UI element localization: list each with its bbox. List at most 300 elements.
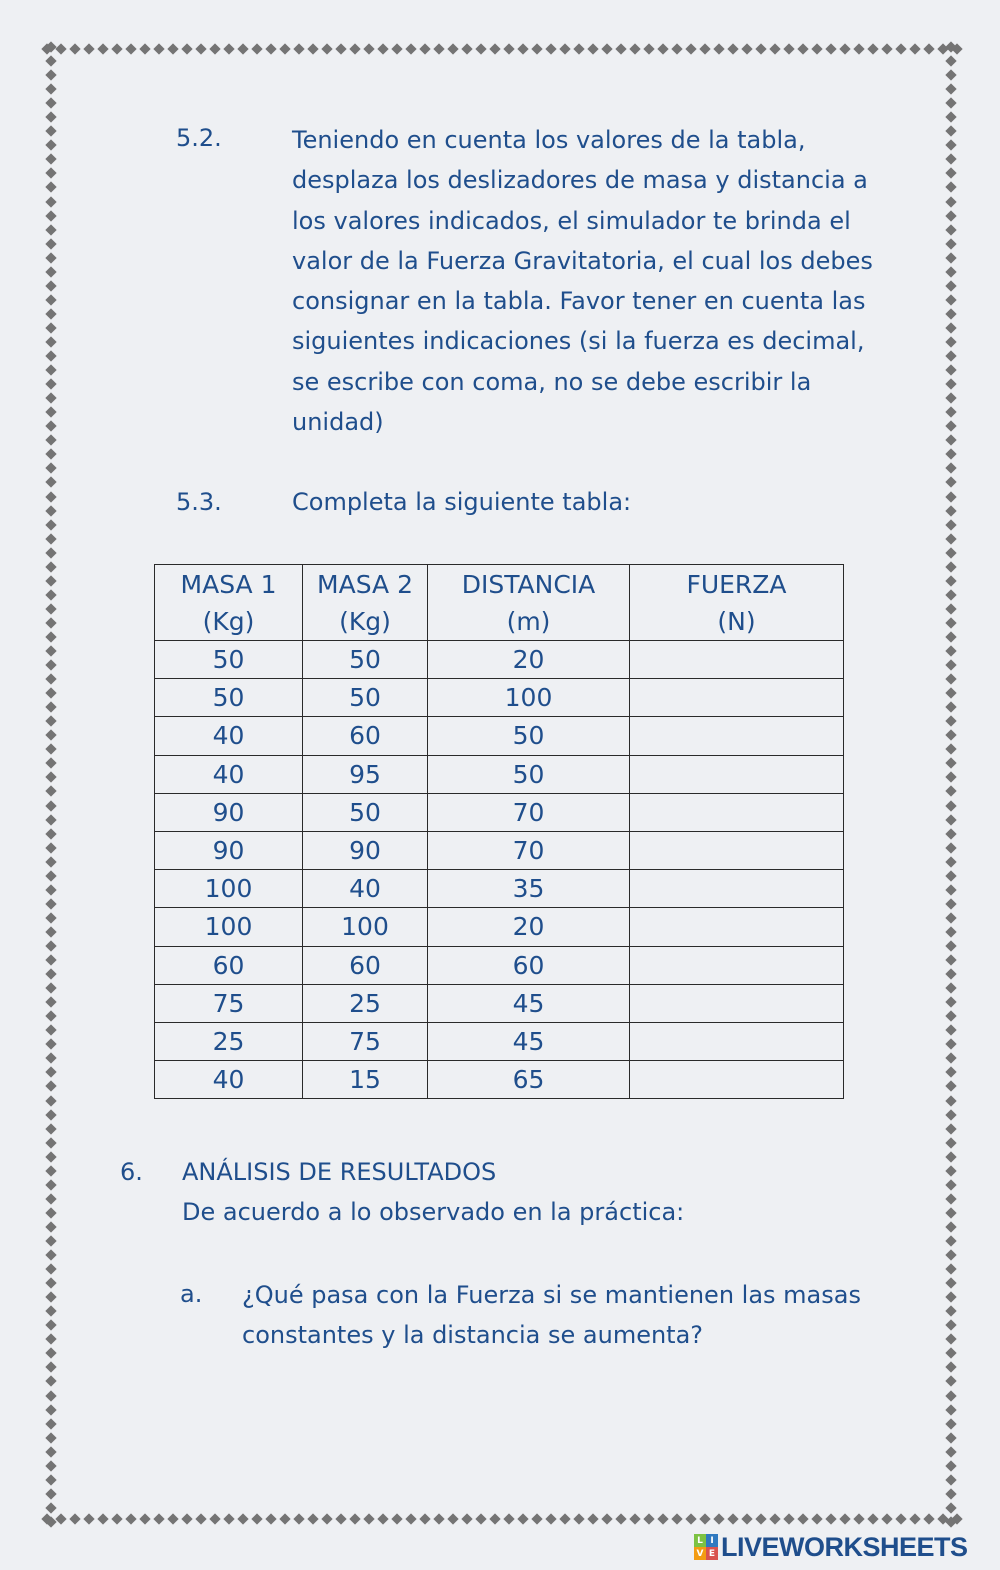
fuerza-cell[interactable] [630,755,844,793]
border-diamond-icon [671,1513,682,1524]
border-diamond-icon [293,1513,304,1524]
border-diamond-icon [945,631,956,642]
border-diamond-icon [945,940,956,951]
border-diamond-icon [945,842,956,853]
masa-1-cell: 90 [155,793,303,831]
border-diamond-icon [45,1123,56,1134]
fuerza-answer-input[interactable] [635,1066,839,1098]
border-diamond-icon [45,1376,56,1387]
border-diamond-icon [45,280,56,291]
border-diamond-icon [713,1513,724,1524]
border-diamond-icon [909,43,920,54]
border-diamond-icon [945,968,956,979]
border-diamond-icon [559,43,570,54]
instructions-line: siguientes indicaciones (si la fuerza es decimal, [292,327,865,356]
border-diamond-icon [195,43,206,54]
border-diamond-icon [945,561,956,572]
border-diamond-icon [45,575,56,586]
border-diamond-icon [45,1362,56,1373]
distancia-cell: 65 [428,1061,630,1099]
border-diamond-icon [945,1348,956,1359]
border-diamond-icon [45,393,56,404]
border-diamond-icon [45,589,56,600]
border-diamond-icon [45,884,56,895]
border-diamond-icon [45,603,56,614]
border-diamond-icon [945,589,956,600]
border-diamond-icon [643,43,654,54]
border-diamond-icon [335,43,346,54]
border-diamond-icon [45,982,56,993]
masa-2-cell: 60 [303,946,428,984]
border-diamond-icon [945,1516,956,1527]
border-diamond-icon [545,43,556,54]
distancia-cell: 35 [428,870,630,908]
border-diamond-icon [945,435,956,446]
border-diamond-icon [945,772,956,783]
border-diamond-icon [153,43,164,54]
border-diamond-icon [945,1263,956,1274]
border-diamond-icon [945,407,956,418]
fuerza-cell[interactable] [630,793,844,831]
border-diamond-icon [45,1081,56,1092]
section-number-5-3: 5.3. [176,488,222,516]
border-diamond-icon [45,266,56,277]
border-diamond-icon [825,1513,836,1524]
border-diamond-icon [545,1513,556,1524]
border-diamond-icon [881,43,892,54]
border-diamond-icon [945,702,956,713]
border-diamond-icon [45,1460,56,1471]
header-distancia: DISTANCIA (m) [428,565,630,641]
section-number-6: 6. [120,1158,143,1186]
border-diamond-icon [97,1513,108,1524]
border-diamond-icon [945,322,956,333]
border-diamond-icon [45,1053,56,1064]
border-diamond-icon [945,1362,956,1373]
table-row [155,870,844,908]
border-diamond-icon [45,182,56,193]
border-diamond-icon [945,210,956,221]
fuerza-answer-input[interactable] [635,875,839,907]
border-diamond-icon [531,1513,542,1524]
table-row [155,755,844,793]
border-diamond-icon [945,1292,956,1303]
section-6-title: ANÁLISIS DE RESULTADOS [182,1158,497,1186]
table-row [155,984,844,1022]
decorative-border-left [44,40,58,1530]
border-diamond-icon [945,1306,956,1317]
border-diamond-icon [945,1390,956,1401]
border-diamond-icon [853,43,864,54]
border-diamond-icon [223,43,234,54]
border-diamond-icon [45,140,56,151]
border-diamond-icon [945,1235,956,1246]
border-diamond-icon [377,43,388,54]
border-diamond-icon [391,43,402,54]
border-diamond-icon [945,238,956,249]
border-diamond-icon [945,870,956,881]
decorative-border-bottom [40,1512,960,1526]
masa-1-cell: 60 [155,946,303,984]
border-diamond-icon [945,364,956,375]
distancia-cell: 45 [428,984,630,1022]
border-diamond-icon [419,43,430,54]
border-diamond-icon [45,1446,56,1457]
border-diamond-icon [45,659,56,670]
border-diamond-icon [945,350,956,361]
border-diamond-icon [945,1179,956,1190]
border-diamond-icon [45,631,56,642]
masa-1-cell: 40 [155,755,303,793]
border-diamond-icon [111,1513,122,1524]
table-header-row [155,565,844,641]
fuerza-answer-input[interactable] [635,760,839,792]
border-diamond-icon [559,1513,570,1524]
border-diamond-icon [755,1513,766,1524]
border-diamond-icon [45,800,56,811]
border-diamond-icon [945,41,956,52]
border-diamond-icon [945,659,956,670]
border-diamond-icon [945,1109,956,1120]
border-diamond-icon [45,519,56,530]
border-diamond-icon [45,997,56,1008]
border-diamond-icon [45,1432,56,1443]
border-diamond-icon [45,926,56,937]
masa-2-cell: 95 [303,755,428,793]
fuerza-answer-input[interactable] [635,1027,839,1059]
border-diamond-icon [517,1513,528,1524]
fuerza-cell[interactable] [630,1022,844,1060]
border-diamond-icon [945,1193,956,1204]
border-diamond-icon [45,1277,56,1288]
fuerza-cell[interactable] [630,870,844,908]
border-diamond-icon [405,1513,416,1524]
border-diamond-icon [195,1513,206,1524]
border-diamond-icon [45,786,56,797]
border-diamond-icon [945,55,956,66]
force-data-table [154,564,844,1099]
border-diamond-icon [945,140,956,151]
border-diamond-icon [45,1320,56,1331]
fuerza-answer-input[interactable] [635,951,839,983]
border-diamond-icon [321,43,332,54]
distancia-cell: 100 [428,679,630,717]
fuerza-answer-input[interactable] [635,646,839,678]
border-diamond-icon [825,43,836,54]
header-fuerza: FUERZA (N) [630,565,844,641]
masa-1-cell: 25 [155,1022,303,1060]
border-diamond-icon [573,43,584,54]
border-diamond-icon [45,378,56,389]
border-diamond-icon [45,407,56,418]
border-diamond-icon [45,294,56,305]
border-diamond-icon [713,43,724,54]
border-diamond-icon [45,1039,56,1050]
border-diamond-icon [209,1513,220,1524]
border-diamond-icon [945,1123,956,1134]
border-diamond-icon [945,280,956,291]
distancia-cell: 70 [428,831,630,869]
border-diamond-icon [945,898,956,909]
border-diamond-icon [363,1513,374,1524]
border-diamond-icon [377,1513,388,1524]
border-diamond-icon [503,43,514,54]
section-6-intro: De acuerdo a lo observado en la práctica: [182,1198,685,1226]
border-diamond-icon [45,1292,56,1303]
border-diamond-icon [45,547,56,558]
border-diamond-icon [945,1376,956,1387]
border-diamond-icon [83,1513,94,1524]
masa-1-cell: 100 [155,870,303,908]
logo-mark-letter: I [706,1534,718,1547]
fuerza-answer-input[interactable] [635,913,839,945]
border-diamond-icon [45,702,56,713]
border-diamond-icon [45,856,56,867]
fuerza-answer-input[interactable] [635,684,839,716]
border-diamond-icon [489,43,500,54]
border-diamond-icon [279,1513,290,1524]
border-diamond-icon [391,1513,402,1524]
table-row [155,717,844,755]
decorative-border-right [944,40,958,1530]
border-diamond-icon [45,1488,56,1499]
border-diamond-icon [945,1404,956,1415]
border-diamond-icon [45,1404,56,1415]
border-diamond-icon [945,828,956,839]
border-diamond-icon [45,1502,56,1513]
border-diamond-icon [45,870,56,881]
border-diamond-icon [223,1513,234,1524]
masa-1-cell: 40 [155,717,303,755]
instructions-line: valor de la Fuerza Gravitatoria, el cual los debes [292,246,873,275]
border-diamond-icon [45,1306,56,1317]
border-diamond-icon [923,43,934,54]
liveworksheets-logo [694,1530,994,1564]
border-diamond-icon [945,884,956,895]
instructions-line: los valores indicados, el simulador te brinda el [292,206,851,235]
border-diamond-icon [923,1513,934,1524]
border-diamond-icon [945,196,956,207]
border-diamond-icon [45,1067,56,1078]
border-diamond-icon [45,1348,56,1359]
border-diamond-icon [741,43,752,54]
border-diamond-icon [945,336,956,347]
masa-1-cell: 50 [155,679,303,717]
header-masa-1: MASA 1 (Kg) [155,565,303,641]
border-diamond-icon [45,154,56,165]
border-diamond-icon [945,1460,956,1471]
border-diamond-icon [945,912,956,923]
fuerza-cell[interactable] [630,946,844,984]
border-diamond-icon [945,687,956,698]
border-diamond-icon [853,1513,864,1524]
border-diamond-icon [45,322,56,333]
border-diamond-icon [45,716,56,727]
border-diamond-icon [45,940,56,951]
fuerza-cell[interactable] [630,717,844,755]
border-diamond-icon [811,43,822,54]
border-diamond-icon [945,1207,956,1218]
border-diamond-icon [349,1513,360,1524]
border-diamond-icon [945,547,956,558]
border-diamond-icon [111,43,122,54]
border-diamond-icon [783,43,794,54]
border-diamond-icon [45,828,56,839]
border-diamond-icon [69,43,80,54]
border-diamond-icon [945,673,956,684]
border-diamond-icon [45,1516,56,1527]
masa-1-cell: 90 [155,831,303,869]
fuerza-cell[interactable] [630,1061,844,1099]
border-diamond-icon [45,364,56,375]
border-diamond-icon [945,1151,956,1162]
border-diamond-icon [307,43,318,54]
border-diamond-icon [945,1067,956,1078]
border-diamond-icon [945,1025,956,1036]
instructions-line: unidad) [292,408,384,437]
fuerza-answer-input[interactable] [635,989,839,1021]
border-diamond-icon [447,43,458,54]
border-diamond-icon [699,43,710,54]
fuerza-cell[interactable] [630,641,844,679]
fuerza-answer-input[interactable] [635,722,839,754]
border-diamond-icon [945,1334,956,1345]
logo-mark-letter: V [694,1547,706,1560]
masa-2-cell: 90 [303,831,428,869]
border-diamond-icon [671,43,682,54]
distancia-cell: 70 [428,793,630,831]
question-line: constantes y la distancia se aumenta? [242,1321,704,1350]
border-diamond-icon [643,1513,654,1524]
header-masa-2: MASA 2 (Kg) [303,565,428,641]
table-row [155,946,844,984]
border-diamond-icon [945,856,956,867]
border-diamond-icon [945,1011,956,1022]
border-diamond-icon [895,43,906,54]
border-diamond-icon [45,224,56,235]
masa-1-cell: 40 [155,1061,303,1099]
border-diamond-icon [45,645,56,656]
border-diamond-icon [945,1165,956,1176]
border-diamond-icon [265,43,276,54]
border-diamond-icon [945,1277,956,1288]
masa-2-cell: 50 [303,641,428,679]
table-row [155,908,844,946]
fuerza-cell[interactable] [630,679,844,717]
border-diamond-icon [45,954,56,965]
border-diamond-icon [153,1513,164,1524]
border-diamond-icon [945,1320,956,1331]
masa-2-cell: 50 [303,793,428,831]
instructions-line: desplaza los deslizadores de masa y distancia a [292,166,868,195]
border-diamond-icon [45,238,56,249]
border-diamond-icon [45,350,56,361]
border-diamond-icon [699,1513,710,1524]
border-diamond-icon [945,645,956,656]
border-diamond-icon [45,758,56,769]
border-diamond-icon [45,477,56,488]
border-diamond-icon [945,308,956,319]
border-diamond-icon [45,744,56,755]
border-diamond-icon [755,43,766,54]
question-a-letter: a. [180,1280,203,1308]
distancia-cell: 50 [428,755,630,793]
border-diamond-icon [945,477,956,488]
fuerza-answer-input[interactable] [635,837,839,869]
border-diamond-icon [489,1513,500,1524]
border-diamond-icon [45,912,56,923]
masa-2-cell: 100 [303,908,428,946]
table-row [155,1061,844,1099]
border-diamond-icon [45,196,56,207]
border-diamond-icon [45,1179,56,1190]
border-diamond-icon [97,43,108,54]
fuerza-cell[interactable] [630,908,844,946]
section-number-5-2: 5.2. [176,124,222,152]
border-diamond-icon [867,43,878,54]
border-diamond-icon [909,1513,920,1524]
border-diamond-icon [657,43,668,54]
fuerza-cell[interactable] [630,984,844,1022]
border-diamond-icon [945,1502,956,1513]
border-diamond-icon [895,1513,906,1524]
logo-text: LIVEWORKSHEETS [721,1531,968,1562]
border-diamond-icon [573,1513,584,1524]
border-diamond-icon [363,43,374,54]
border-diamond-icon [433,1513,444,1524]
border-diamond-icon [45,533,56,544]
border-diamond-icon [629,1513,640,1524]
border-diamond-icon [83,43,94,54]
table-row [155,793,844,831]
border-diamond-icon [45,1418,56,1429]
instructions-line: Teniendo en cuenta los valores de la tabla, [292,126,806,154]
fuerza-answer-input[interactable] [635,798,839,830]
border-diamond-icon [45,1011,56,1022]
border-diamond-icon [251,43,262,54]
fuerza-cell[interactable] [630,831,844,869]
logo-mark-letter: L [694,1534,706,1547]
border-diamond-icon [293,43,304,54]
border-diamond-icon [945,252,956,263]
border-diamond-icon [45,842,56,853]
border-diamond-icon [45,1334,56,1345]
border-diamond-icon [657,1513,668,1524]
border-diamond-icon [945,491,956,502]
border-diamond-icon [945,1432,956,1443]
border-diamond-icon [45,1235,56,1246]
border-diamond-icon [797,1513,808,1524]
border-diamond-icon [279,43,290,54]
masa-2-cell: 75 [303,1022,428,1060]
border-diamond-icon [945,112,956,123]
masa-1-cell: 100 [155,908,303,946]
border-diamond-icon [45,898,56,909]
border-diamond-icon [45,505,56,516]
border-diamond-icon [45,1109,56,1120]
border-diamond-icon [945,982,956,993]
border-diamond-icon [45,252,56,263]
border-diamond-icon [265,1513,276,1524]
border-diamond-icon [125,43,136,54]
border-diamond-icon [139,1513,150,1524]
border-diamond-icon [251,1513,262,1524]
border-diamond-icon [307,1513,318,1524]
border-diamond-icon [45,83,56,94]
border-diamond-icon [945,1446,956,1457]
border-diamond-icon [685,1513,696,1524]
border-diamond-icon [45,55,56,66]
